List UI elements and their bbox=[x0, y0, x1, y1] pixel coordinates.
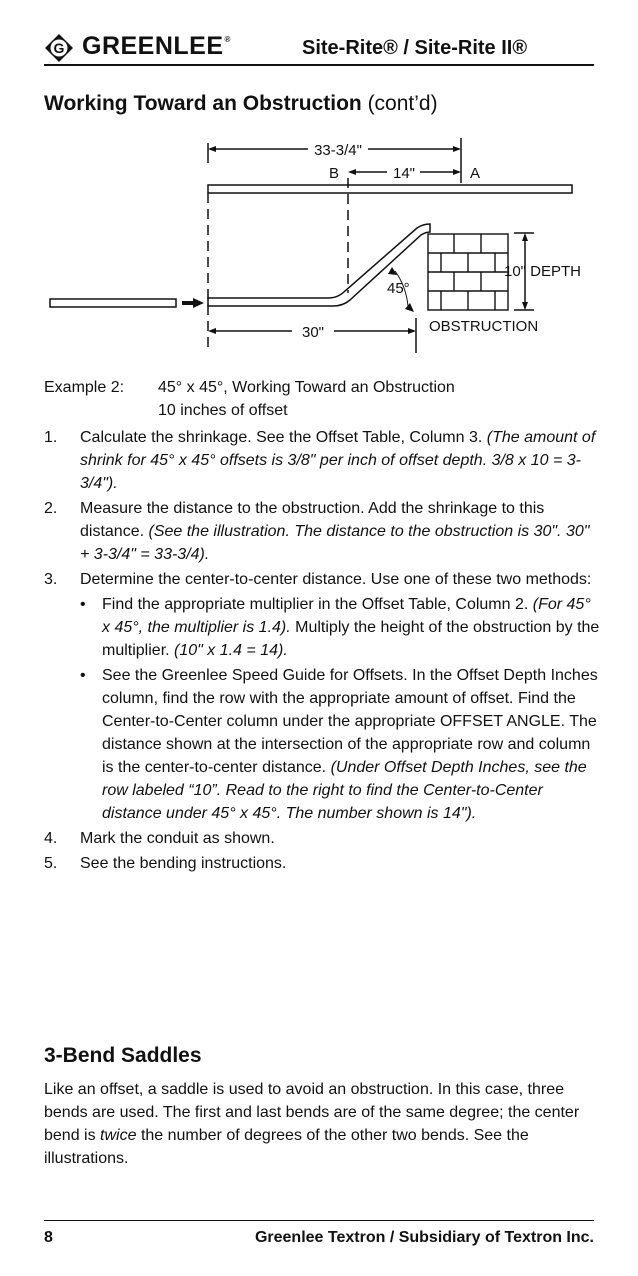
obstruction-label: OBSTRUCTION bbox=[429, 318, 539, 335]
bullet-item: • Find the appropriate multiplier in the Offset Table, Column 2. (For 45° x 45°, the multiplier is 1.4). Multiply the height of the obstruction by the multiplier. (10" x 1.4 = 14). bbox=[80, 596, 600, 659]
label-a: A bbox=[469, 165, 481, 182]
section-title: Working Toward an Obstruction (cont’d) bbox=[44, 92, 438, 115]
page-number: 8 bbox=[44, 1229, 53, 1246]
top-conduit bbox=[208, 185, 572, 193]
footer-divider bbox=[44, 1220, 594, 1221]
method-bullets bbox=[80, 593, 600, 825]
dim-14-label: 14" bbox=[392, 165, 416, 182]
svg-text:G: G bbox=[53, 40, 65, 56]
brand-name: GREENLEE® bbox=[82, 32, 231, 60]
step-5: 5. See the bending instructions. bbox=[44, 855, 287, 872]
dim-30-label: 30" bbox=[301, 324, 325, 341]
example-line-1: 45° x 45°, Working Toward an Obstruction bbox=[158, 379, 455, 396]
saddles-heading: 3-Bend Saddles bbox=[44, 1044, 202, 1067]
label-b: B bbox=[328, 165, 340, 182]
footer-text: Greenlee Textron / Subsidiary of Textron Inc. bbox=[254, 1229, 594, 1246]
product-name: Site-Rite® / Site-Rite II® bbox=[302, 37, 528, 59]
page-header bbox=[44, 28, 594, 64]
offset-diagram bbox=[44, 138, 600, 360]
stub-conduit bbox=[50, 299, 176, 307]
step-4: 4. Mark the conduit as shown. bbox=[44, 830, 275, 847]
saddles-paragraph: Like an offset, a saddle is used to avoid an obstruction. In this case, three bends are used. The first and last bends are of the same degree; the center bend is twice the number of degrees of the other two bends. See the illustrations. bbox=[44, 1081, 580, 1167]
obstruction-bricks bbox=[428, 234, 508, 310]
angle-label: 45° bbox=[387, 280, 410, 297]
bullet-item: • See the Greenlee Speed Guide for Offsets. In the Offset Depth Inches column, find the row with the appropriate amount of offset. Find the Center-to-Center column under the appropriate OFFSET ANGLE. The distance shown at the intersection of the appropriate row and column is the center-to-center distance. (Under Offset Depth Inches, see the row labeled “10”. Read to the right to find the Center-to-Center distance under 45° x 45°. The number shown is 14"). bbox=[80, 667, 598, 822]
steps-list bbox=[44, 426, 600, 877]
greenlee-logo-icon bbox=[44, 33, 74, 63]
example-line-2: 10 inches of offset bbox=[158, 402, 288, 419]
dim-total-label: 33-3/4" bbox=[314, 142, 362, 159]
header-divider bbox=[44, 64, 594, 66]
step-1: 1. Calculate the shrinkage. See the Offset Table, Column 3. (The amount of shrink for 45° x 45° offsets is 3/8" per inch of offset depth. 3/8 x 10 = 3-3/4"). bbox=[44, 429, 596, 492]
step-3: 3. Determine the center-to-center distance. Use one of these two methods: • Find the appropriate multiplier in the Offset Table, Column 2. (For 45° x 45°, the multiplier is 1.4). Multiply the height of the obstruction by the multiplier. (10" x 1.4 = 14). • See the Greenlee Speed Guide for Offsets. In the Offset Depth Inches column, find the row with the appropriate amount of offset. Find the Center-to-Center column under the appropriate OFFSET ANGLE. The distance shown at the intersection of the appropriate row and column is the center-to-center distance. (Under Offset Depth Inches, see the row labeled “10”. Read to the right to find the Center-to-Center distance under 45° x 45°. The number shown is 14"). bbox=[44, 568, 600, 825]
step-2: 2. Measure the distance to the obstruction. Add the shrinkage to this distance. (See the illustration. The distance to the obstruction is 30". 30" + 3-3/4" = 33-3/4). bbox=[44, 500, 590, 563]
example-label: Example 2: bbox=[44, 379, 125, 396]
depth-label: 10" DEPTH bbox=[504, 263, 582, 280]
